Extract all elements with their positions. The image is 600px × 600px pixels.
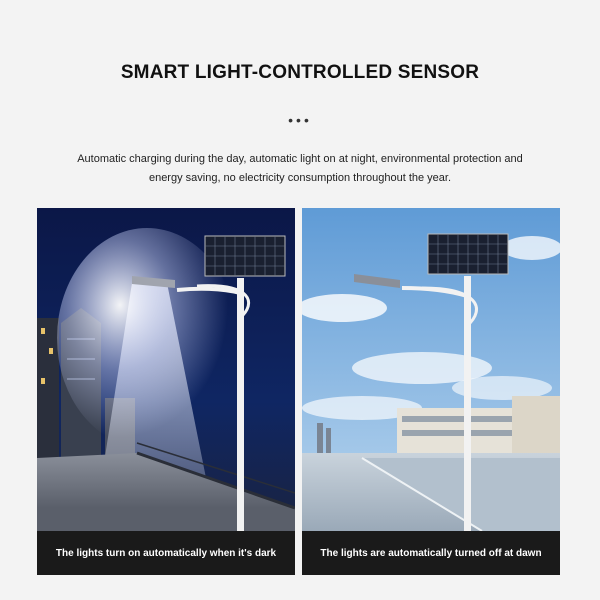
description-text: Automatic charging during the day, automatic light on at night, environmental protection and energy saving, no electricity consumption throughout the year. — [77, 153, 523, 184]
divider-dots: ••• — [288, 112, 312, 128]
day-street-light-image — [302, 208, 560, 531]
night-caption: The lights turn on automatically when it's dark — [37, 531, 295, 575]
night-street-light-image — [37, 208, 295, 531]
page-title: SMART LIGHT-CONTROLLED SENSOR — [120, 62, 480, 83]
day-panel — [302, 208, 560, 575]
day-caption: The lights are automatically turned off at dawn — [302, 531, 560, 575]
night-panel — [37, 208, 295, 575]
